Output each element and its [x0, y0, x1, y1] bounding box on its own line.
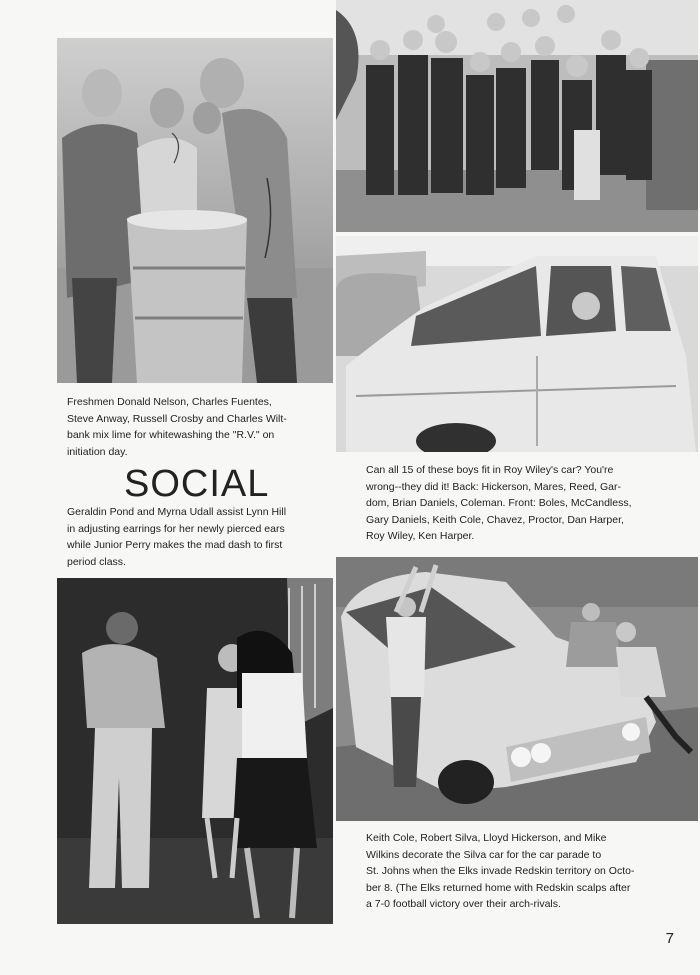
caption-line: bank mix lime for whitewashing the "R.V." on: [67, 429, 275, 441]
caption-line: Keith Cole, Robert Silva, Lloyd Hickerson, and Mike: [366, 832, 607, 844]
caption-line: Can all 15 of these boys fit in Roy Wiley's car? You're: [366, 464, 614, 476]
page-number: 7: [665, 930, 674, 947]
caption-line: Wilkins decorate the Silva car for the car parade to: [366, 848, 602, 861]
caption-line: ber 8. (The Elks returned home with Redskin scalps after: [366, 881, 631, 894]
caption-lime: [67, 394, 337, 460]
photo-group-boys: [336, 0, 698, 232]
caption-line: while Junior Perry makes the mad dash to first: [67, 539, 283, 551]
caption-parade: [366, 830, 696, 913]
photo-lime-barrel: [57, 38, 333, 383]
caption-line: Gary Daniels, Keith Cole, Chavez, Proctor, Dan Harper,: [366, 513, 624, 526]
caption-line: wrong--they did it! Back: Hickerson, Mares, Reed, Gar-: [366, 480, 622, 493]
caption-line: Freshmen Donald Nelson, Charles Fuentes,: [67, 396, 272, 408]
photo-car-boys: [336, 236, 698, 452]
caption-line: St. Johns when the Elks invade Redskin territory on Octo-: [366, 865, 635, 877]
caption-line: dom, Brian Daniels, Coleman. Front: Boles, McCandless,: [366, 497, 632, 509]
caption-line: a 7-0 football victory over their arch-rivals.: [366, 898, 561, 910]
caption-line: Geraldin Pond and Myrna Udall assist Lynn Hill: [67, 506, 287, 518]
photo-earrings: [57, 578, 333, 924]
photo-parade-car: [336, 557, 698, 821]
caption-line: in adjusting earrings for her newly pierced ears: [67, 522, 285, 535]
section-heading: SOCIAL: [124, 463, 270, 505]
caption-line: Steve Anway, Russell Crosby and Charles Wilt-: [67, 412, 287, 425]
caption-line: initiation day.: [67, 445, 128, 458]
caption-car: [366, 462, 696, 545]
caption-earrings: [67, 504, 337, 570]
caption-line: period class.: [67, 555, 126, 568]
caption-line: Roy Wiley, Ken Harper.: [366, 530, 475, 542]
